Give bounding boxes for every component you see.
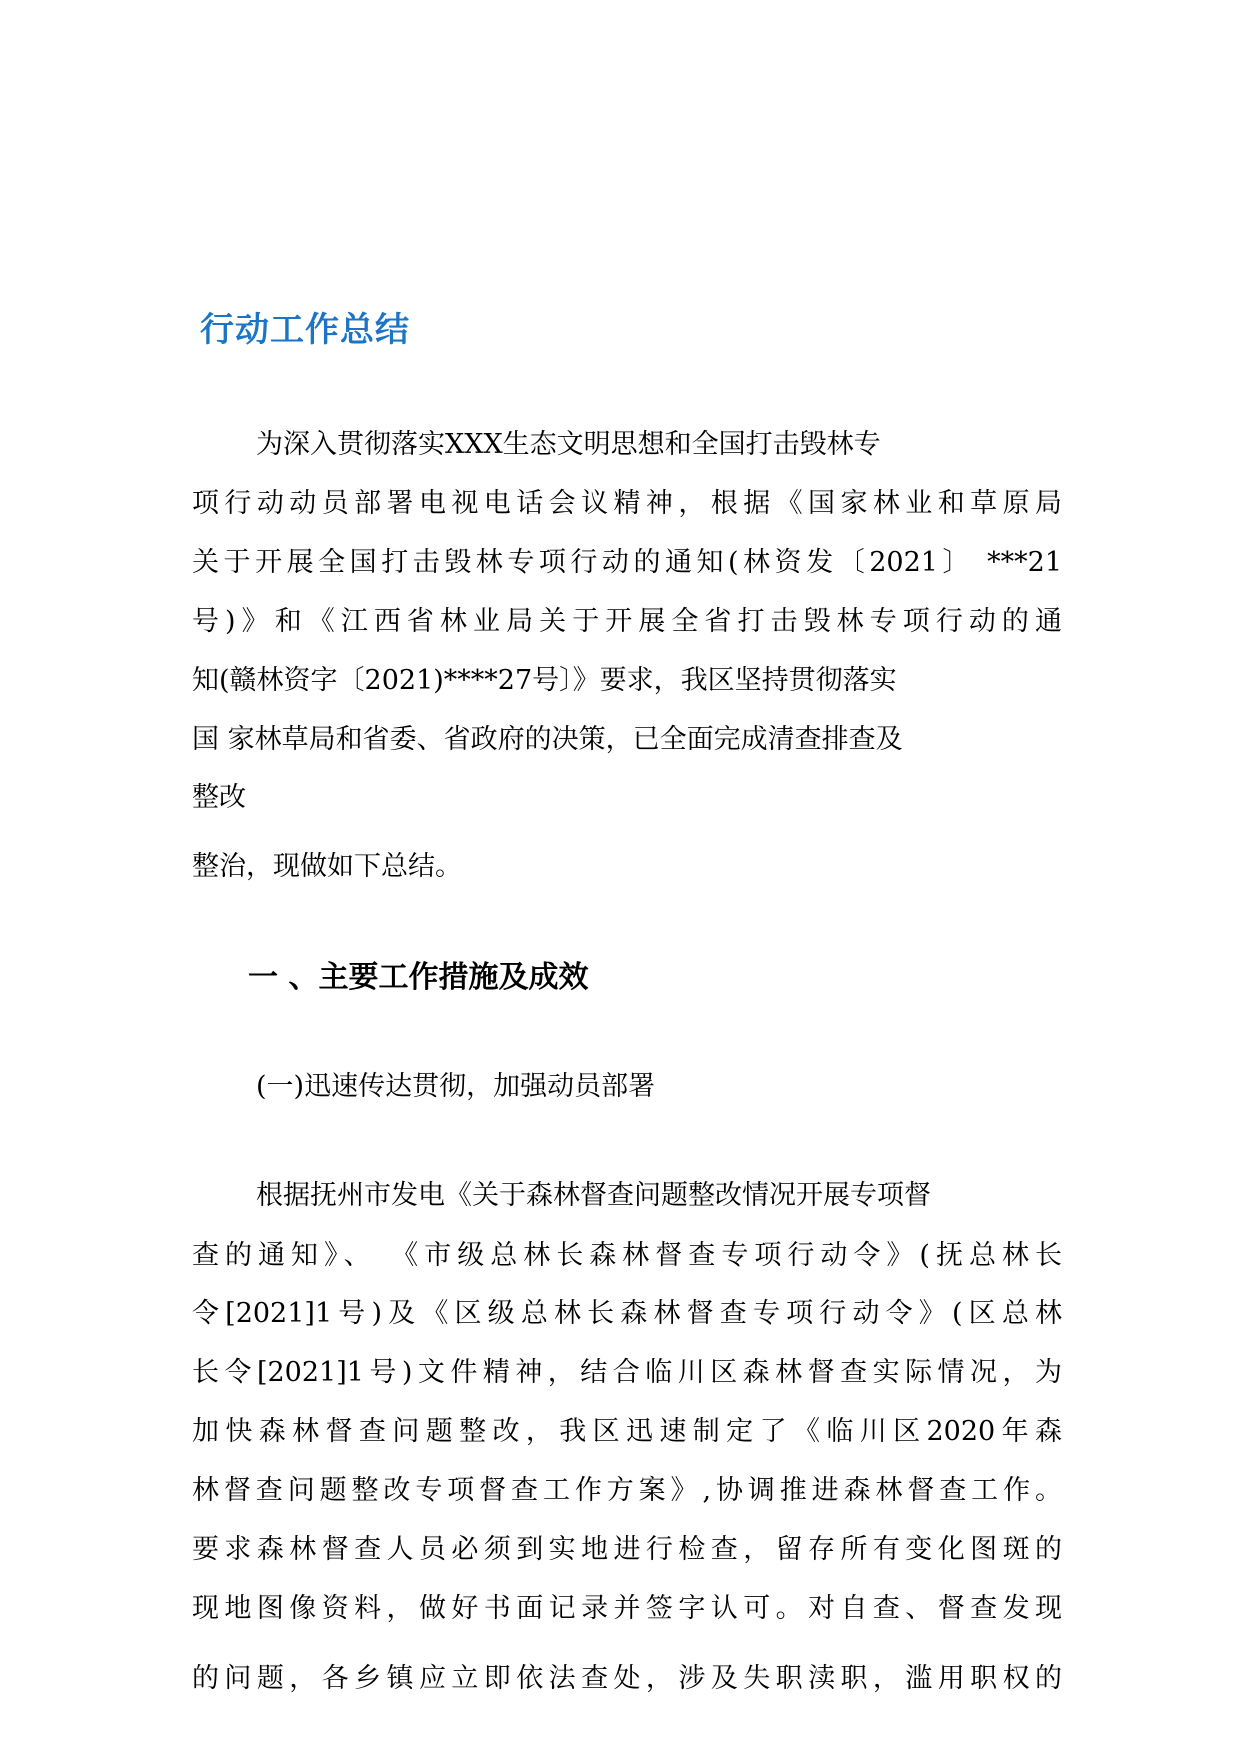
paragraph-line: 现地图像资料，做好书面记录并签字认可。对自查、督查发现 [192,1593,1062,1624]
paragraph-line: 号)》和《江西省林业局关于开展全省打击毁林专项行动的通 [192,606,1062,637]
paragraph-line: 长令[2021]1号)文件精神，结合临川区森林督查实际情况，为 [192,1357,1062,1388]
paragraph-line: 查的通知》、 《市级总林长森林督查专项行动令》(抚总林长 [192,1240,1062,1271]
document-title: 行动工作总结 [200,310,410,350]
section-heading: 一 、主要工作措施及成效 [248,960,589,995]
paragraph-line: 项行动动员部署电视电话会议精神，根据《国家林业和草原局 [192,488,1062,519]
paragraph-line: 整改 [192,782,246,813]
paragraph-line: 根据抚州市发电《关于森林督查问题整改情况开展专项督 [256,1180,931,1211]
paragraph-line: 要求森林督查人员必须到实地进行检查，留存所有变化图斑的 [192,1534,1062,1565]
paragraph-line: 的问题，各乡镇应立即依法查处，涉及失职渎职，滥用职权的 [192,1663,1062,1694]
paragraph-line: 知(赣林资字〔2021)****27号〕》要求，我区坚持贯彻落实 [192,665,897,696]
paragraph-line: 加快森林督查问题整改，我区迅速制定了《临川区2020年森 [192,1416,1062,1447]
paragraph-line: 关于开展全国打击毁林专项行动的通知(林资发〔2021〕 ***21 [192,547,1062,578]
paragraph-line: 整治，现做如下总结。 [192,851,462,882]
paragraph-line: 林督查问题整改专项督查工作方案》,协调推进森林督查工作。 [192,1475,1062,1506]
paragraph-line: 国 家林草局和省委、省政府的决策，已全面完成清查排查及 [192,724,903,755]
subsection-heading: (一)迅速传达贯彻，加强动员部署 [256,1071,656,1102]
paragraph-line: 为深入贯彻落实XXX生态文明思想和全国打击毁林专 [256,429,881,460]
paragraph-line: 令[2021]1号)及《区级总林长森林督查专项行动令》(区总林 [192,1298,1062,1329]
